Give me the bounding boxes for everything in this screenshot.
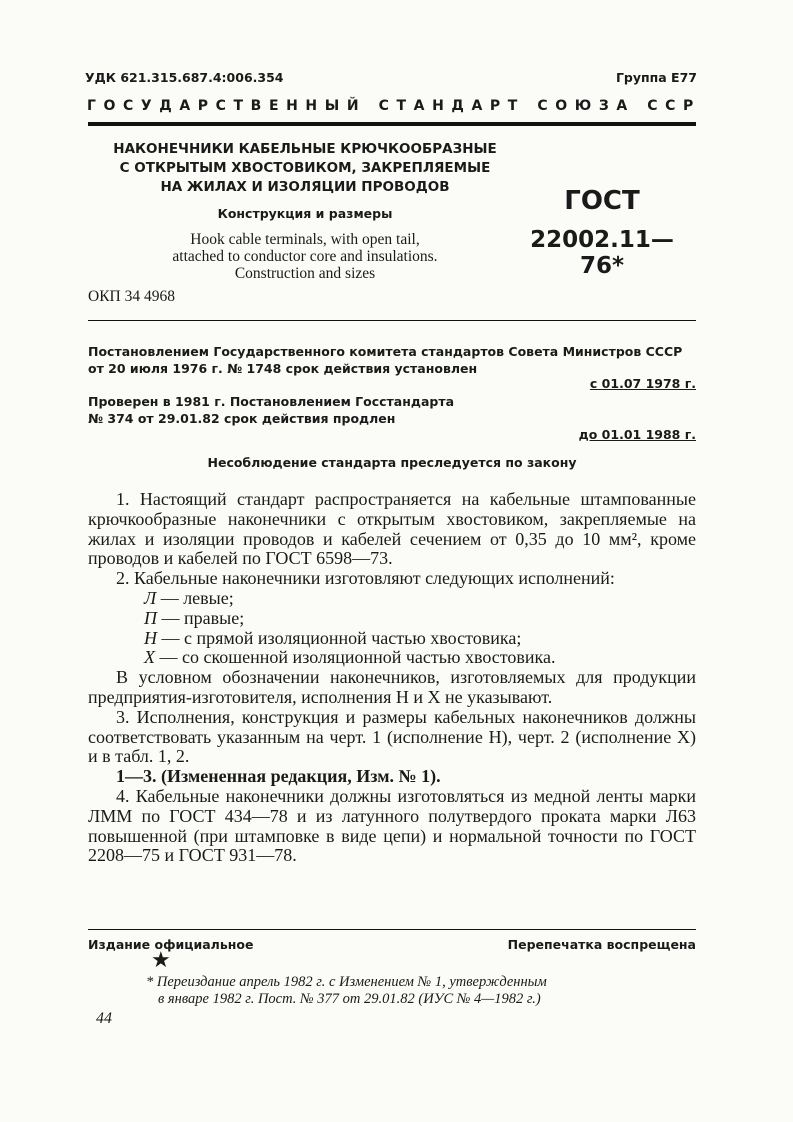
footnote: [146, 974, 547, 1008]
decree-date-2: до 01.01 1988 г.: [578, 427, 696, 442]
variant-letter: Х: [144, 647, 155, 668]
document-body: [88, 490, 696, 866]
decree-date-1: с 01.07 1978 г.: [589, 376, 696, 391]
okp-code: ОКП 34 4968: [88, 288, 175, 305]
paragraph-5: 4. Кабельные наконечники должны изготовляться из медной ленты марки ЛММ по ГОСТ 434—78 и из латунного полутвердого проката марки Л63 повышенной (при штамповке в виде цепи) и нормальной точности по ГОСТ 2208—75 и ГОСТ 931—78.: [88, 785, 696, 866]
footer-divider: [88, 929, 696, 930]
document-title: [105, 140, 505, 197]
reprint-prohibited-label: Перепечатка воспрещена: [507, 937, 696, 952]
variant-letter: Н: [144, 627, 157, 648]
paragraph-3: В условном обозначении наконечников, изготовляемых для продукции предприятия-изготовителя, исполнения Н и Х не указывают.: [88, 667, 696, 707]
decree-text-1: Постановлением Государственного комитета стандартов Совета Министров СССР от 20 июля 1976 г. № 1748 срок действия установлен: [88, 344, 683, 376]
title-line: С ОТКРЫТЫМ ХВОСТОВИКОМ, ЗАКРЕПЛЯЕМЫЕ: [119, 160, 491, 176]
subtitle: Конструкция и размеры: [217, 206, 393, 221]
variant-letter: Л: [144, 587, 157, 608]
list-item: П — правые;: [144, 607, 245, 628]
paragraph-2: 2. Кабельные наконечники изготовляют следующих исполнений:: [116, 568, 615, 589]
top-rule: [88, 122, 696, 126]
state-standard-heading: ГОСУДАРСТВЕННЫЙ СТАНДАРТ СОЮЗА ССР: [87, 98, 701, 114]
amendment-note: 1—3. (Измененная редакция, Изм. № 1).: [116, 766, 441, 787]
footnote-line: * Переиздание апрель 1982 г. с Изменением № 1, утвержденным: [146, 974, 547, 990]
english-title-line: Hook cable terminals, with open tail,: [190, 231, 420, 248]
star-icon: ★: [151, 947, 171, 972]
gost-number: 22002.11—76*: [530, 227, 674, 279]
english-title: [105, 231, 505, 282]
decree-text-2: Проверен в 1981 г. Постановлением Госстандарта № 374 от 29.01.82 срок действия продлен: [88, 394, 455, 426]
page-number: 44: [96, 1010, 112, 1027]
paragraph-1: 1. Настоящий стандарт распространяется на кабельные штампованные крючкообразные наконечники с открытым хвостовиком, закрепляемые на жилах и изоляции проводов и кабелей сечением от 0,35 до 10 мм², кроме проводов и кабелей по ГОСТ 6598—73.: [88, 489, 696, 569]
list-item: Х — со скошенной изоляционной частью хвостовика.: [144, 647, 556, 668]
divider: [88, 320, 696, 321]
paragraph-4: 3. Исполнения, конструкция и размеры кабельных наконечников должны соответствовать указанным на черт. 1 (исполнение Н), черт. 2 (исполнение Х) и в табл. 1, 2.: [88, 706, 696, 767]
list-item: Л — левые;: [144, 587, 234, 608]
gost-label: ГОСТ: [564, 186, 640, 216]
official-edition-label: Издание официальное: [88, 937, 254, 952]
group-code: Группа Е77: [615, 70, 697, 85]
udk-code: УДК 621.315.687.4:006.354: [85, 70, 284, 85]
variant-letter: П: [144, 607, 157, 628]
footnote-line: в январе 1982 г. Пост. № 377 от 29.01.82 (ИУС № 4—1982 г.): [158, 991, 541, 1007]
english-title-line: Construction and sizes: [234, 265, 376, 282]
title-line: НАКОНЕЧНИКИ КАБЕЛЬНЫЕ КРЮЧКООБРАЗНЫЕ: [113, 141, 497, 157]
english-title-line: attached to conductor core and insulations.: [172, 248, 438, 265]
list-item: Н — с прямой изоляционной частью хвостовика;: [144, 627, 522, 648]
legal-notice: Несоблюдение стандарта преследуется по закону: [207, 455, 577, 470]
title-line: НА ЖИЛАХ И ИЗОЛЯЦИИ ПРОВОДОВ: [160, 179, 450, 195]
